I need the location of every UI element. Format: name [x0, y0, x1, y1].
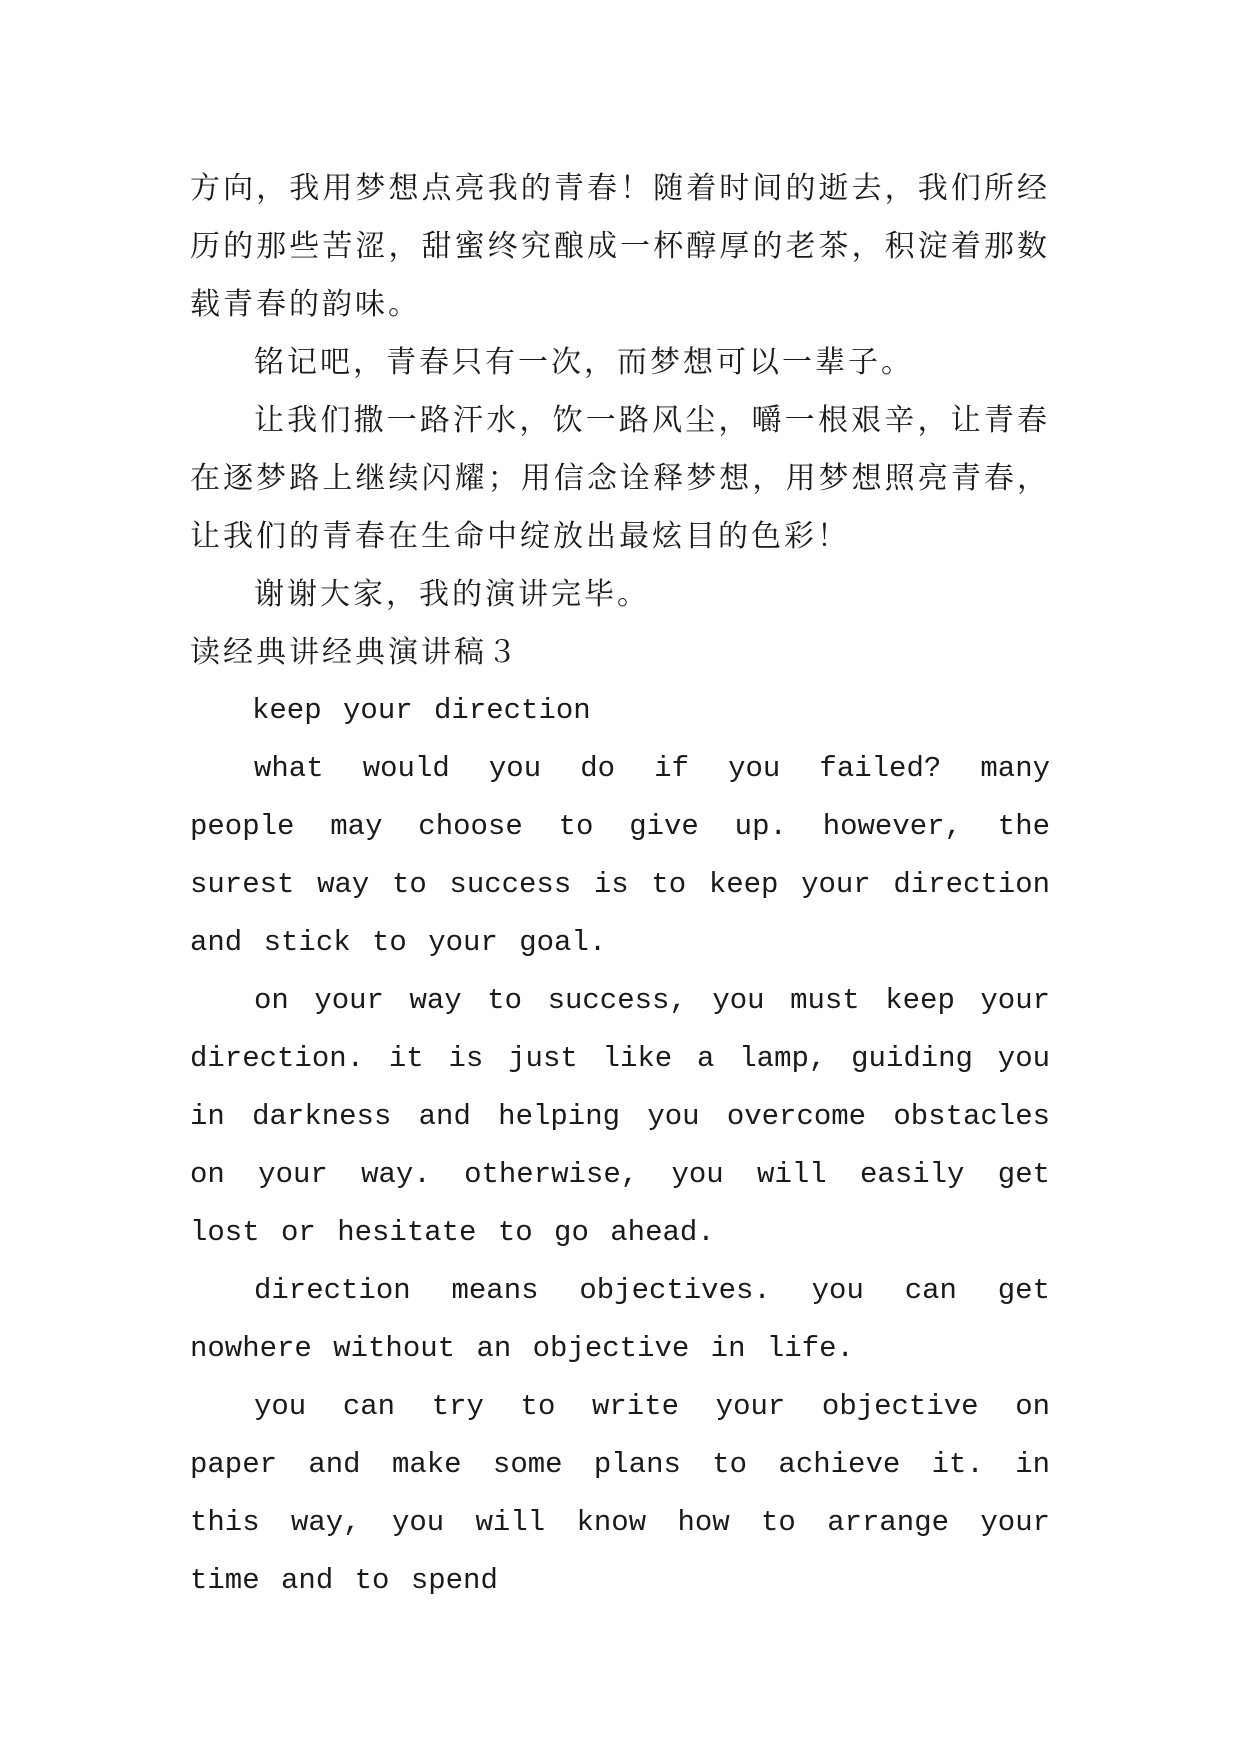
paragraph-objectives: direction means objectives. you can get nowhere without an objective in life.	[190, 1274, 1050, 1365]
paragraph-call-to-action: 让我们撒一路汗水，饮一路风尘，嚼一根艰辛，让青春在逐梦路上继续闪耀；用信念诠释梦想，用梦想照亮青春，让我们的青春在生命中绽放出最炫目的色彩！	[190, 403, 1050, 554]
paragraph-failed: what would you do if you failed? many people may choose to give up. however, the surest way to success is to keep your direction and stick to your goal.	[190, 752, 1050, 959]
speech-title: keep your direction	[252, 694, 591, 727]
paragraph-lamp: on your way to success, you must keep your direction. it is just like a lamp, guiding you in darkness and helping you overcome obstacles on your way. otherwise, you will easily get lost or hesitate to go ahead.	[190, 984, 1050, 1249]
section-heading: 读经典讲经典演讲稿３	[190, 635, 520, 670]
paragraph-thanks: 谢谢大家，我的演讲完毕。	[254, 577, 650, 612]
paragraph-remember: 铭记吧，青春只有一次，而梦想可以一辈子。	[254, 345, 914, 380]
paragraph-plans: you can try to write your objective on paper and make some plans to achieve it. in this way, you will know how to arrange your time and to spend	[190, 1390, 1050, 1597]
document-body	[190, 160, 1050, 1610]
paragraph-continuation: 方向，我用梦想点亮我的青春！随着时间的逝去，我们所经历的那些苦涩，甜蜜终究酿成一杯醇厚的老茶，积淀着那数载青春的韵味。	[190, 171, 1050, 322]
